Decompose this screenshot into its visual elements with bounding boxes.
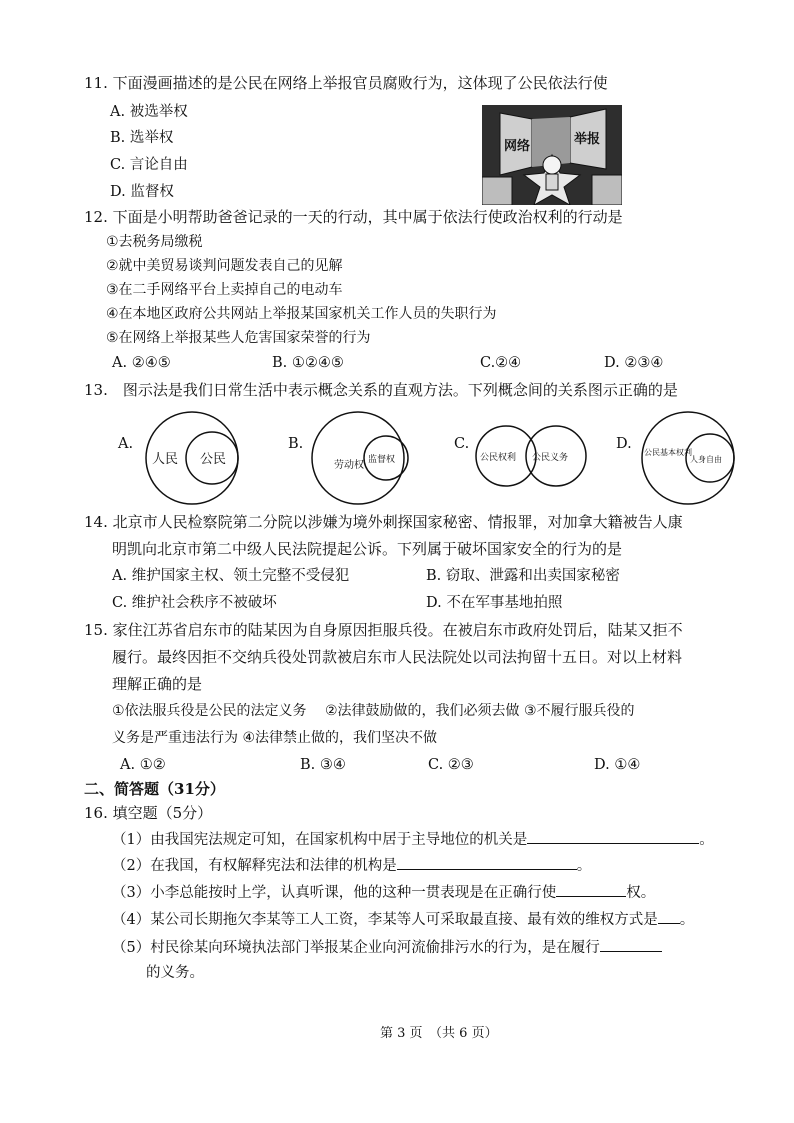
q16-item-5-text: （5）村民徐某向环境执法部门举报某企业向河流偷排污水的行为，是在履行 <box>112 940 600 956</box>
q16-item-3 <box>112 882 655 903</box>
q11-cartoon-image <box>482 105 622 205</box>
q15-stem-line-3: 理解正确的是 <box>112 675 203 693</box>
cartoon-right-label: 举报 <box>574 132 601 147</box>
q12-stem: 12. 下面是小明帮助爸爸记录的一天的行动，其中属于依法行使政治权利的行动是 <box>84 208 623 226</box>
q16-blank-4[interactable] <box>658 909 680 924</box>
q15-stem-line-1: 15. 家住江苏省启东市的陆某因为自身原因拒服兵役。在被启东市政府处罚后，陆某又拒不 <box>84 621 683 639</box>
q16-item-1-text: （1）由我国宪法规定可知，在国家机构中居于主导地位的机关是 <box>112 832 528 848</box>
q11-stem: 11. 下面漫画描述的是公民在网络上举报官员腐败行为，这体现了公民依法行使 <box>84 74 608 92</box>
page-number-footer: 第 3 页 （共 6 页） <box>380 1026 498 1041</box>
q16-blank-5[interactable] <box>600 937 662 952</box>
q14-stem-line-2: 明凯向北京市第二中级人民法院提起公诉。下列属于破坏国家安全的行为的是 <box>112 540 623 558</box>
q13-diagram-d <box>634 408 744 508</box>
q16-item-3-end: 权。 <box>626 885 656 901</box>
q16-item-3-text: （3）小李总能按时上学，认真听课，他的这种一贯表现是在正确行使 <box>112 885 557 901</box>
q13-a-inner-label: 公民 <box>200 452 227 467</box>
q15-option-d: D. ①④ <box>594 757 641 773</box>
q16-item-5-continuation: 的义务。 <box>146 965 204 981</box>
q16-item-5 <box>112 937 662 958</box>
q13-c-left-label: 公民权利 <box>480 453 517 463</box>
q15-items-line-2: 义务是严重违法行为 ④法律禁止做的，我们坚决不做 <box>112 730 437 746</box>
q13-diagram-a-letter: A. <box>118 436 134 452</box>
q13-diagram-b <box>304 408 414 508</box>
q13-diagram-c-letter: C. <box>454 436 470 452</box>
q11-option-a: A. 被选举权 <box>110 104 188 120</box>
q13-diagram-c <box>470 418 594 498</box>
q14-option-a: A. 维护国家主权、领土完整不受侵犯 <box>112 568 350 584</box>
q12-item-1: ①去税务局缴税 <box>106 234 203 250</box>
q14-stem-line-1: 14. 北京市人民检察院第二分院以涉嫌为境外刺探国家秘密、情报罪，对加拿大籍被告人康 <box>84 513 683 531</box>
q15-option-a: A. ①② <box>120 757 166 773</box>
q15-stem-line-2: 履行。最终因拒不交纳兵役处罚款被启东市人民法院处以司法拘留十五日。对以上材料 <box>112 648 683 666</box>
q13-stem: 13. 图示法是我们日常生活中表示概念关系的直观方法。下列概念间的关系图示正确的是 <box>84 381 678 399</box>
q12-option-b: B. ①②④⑤ <box>272 355 344 371</box>
q12-item-2: ②就中美贸易谈判问题发表自己的见解 <box>106 258 343 274</box>
q13-b-outer-label: 劳动权 <box>334 460 364 471</box>
q13-diagram-a <box>138 408 248 508</box>
q16-blank-1[interactable] <box>527 829 699 844</box>
q13-diagram-b-letter: B. <box>288 436 304 452</box>
cartoon-left-label: 网络 <box>504 139 531 154</box>
q16-item-4 <box>112 909 694 930</box>
q11-option-c: C. 言论自由 <box>110 157 188 173</box>
q12-option-c: C.②④ <box>480 355 522 371</box>
q11-option-d: D. 监督权 <box>110 184 174 200</box>
q16-item-4-end: 。 <box>679 912 695 928</box>
q13-b-inner-label: 监督权 <box>368 455 396 465</box>
q16-blank-2[interactable] <box>397 855 577 870</box>
q11-option-b: B. 选举权 <box>110 130 174 146</box>
q16-item-2-end: 。 <box>576 858 592 874</box>
q16-stem: 16. 填空题（5分） <box>84 804 213 822</box>
q15-option-b: B. ③④ <box>300 757 346 773</box>
q12-item-5: ⑤在网络上举报某些人危害国家荣誉的行为 <box>106 330 371 346</box>
q13-diagram-d-letter: D. <box>616 436 632 452</box>
q15-option-c: C. ②③ <box>428 757 474 773</box>
q13-a-outer-label: 人民 <box>152 452 179 467</box>
q16-item-2-text: （2）在我国，有权解释宪法和法律的机构是 <box>112 858 397 874</box>
q16-item-2 <box>112 855 591 876</box>
q13-c-right-label: 公民义务 <box>532 453 569 463</box>
q14-option-c: C. 维护社会秩序不被破坏 <box>112 595 277 611</box>
q13-d-inner-label: 人身自由 <box>690 455 722 464</box>
q12-item-4: ④在本地区政府公共网站上举报某国家机关工作人员的失职行为 <box>106 306 497 322</box>
cartoon-illustration <box>482 105 622 205</box>
q16-item-4-text: （4）某公司长期拖欠李某等工人工资，李某等人可采取最直接、最有效的维权方式是 <box>112 912 658 928</box>
q12-item-3: ③在二手网络平台上卖掉自己的电动车 <box>106 282 343 298</box>
q14-option-b: B. 窃取、泄露和出卖国家秘密 <box>426 568 620 584</box>
q16-item-1 <box>112 829 714 850</box>
q14-option-d: D. 不在军事基地拍照 <box>426 595 563 611</box>
q12-option-d: D. ②③④ <box>604 355 664 371</box>
q12-option-a: A. ②④⑤ <box>112 355 171 371</box>
q15-items-line-1: ①依法服兵役是公民的法定义务 ②法律鼓励做的，我们必须去做 ③不履行服兵役的 <box>112 703 635 719</box>
q16-blank-3[interactable] <box>556 882 626 897</box>
q13-d-outer-label: 公民基本权利 <box>644 448 692 457</box>
section-2-heading: 二、简答题（31分） <box>84 780 225 798</box>
q16-item-1-end: 。 <box>699 832 714 848</box>
